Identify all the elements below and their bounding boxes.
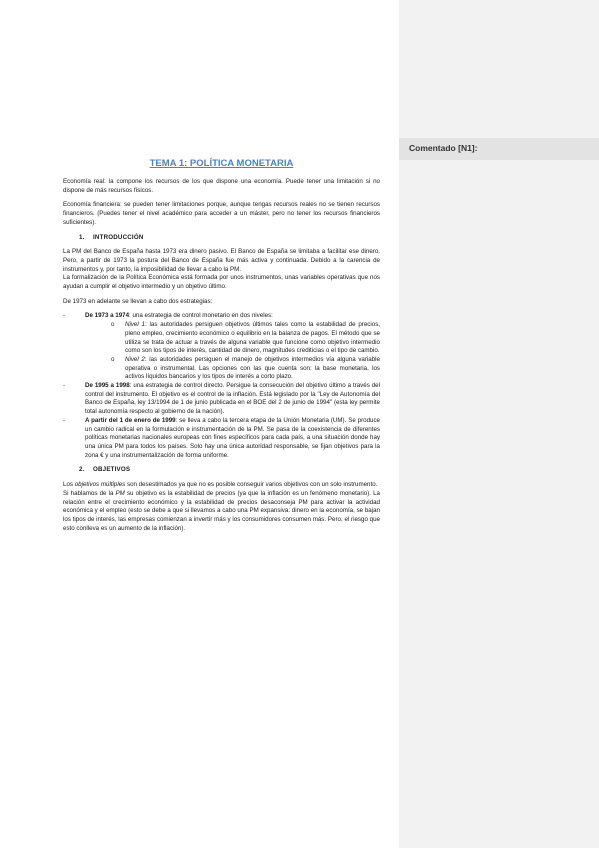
section-label: INTRODUCCIÓN [93, 233, 144, 241]
comments-pane [399, 0, 599, 848]
paragraph-text: su objetivo es la estabilidad de precios (ya que la inflación es un fenómeno monetario). La relación entre el crecimiento económico y la estabilidad de precios desaconseja PM para activar la actividad económica y el empleo (esto se debe a que si llevamos a cabo una PM expansiva: dinero en la economía, se bajan los tipos de interés, las empresas comienzan a invertir más y los consumidores consumen más. Pero, el riesgo que esto conlleva es un aumento de la inflación). [63, 489, 380, 532]
paragraph-estrategias-intro: De 1973 en adelante se llevan a cabo dos estrategias: [63, 297, 213, 305]
section-label: OBJETIVOS [93, 466, 131, 474]
list-item-text: : una estrategia de control directo. Persigue la consecución del objetivo último a través del control del instrumento. El objetivo es el control de la inflación. Está legislado por la "Ley de Autonomía del Banco de España, ley 13/1994 de 1 de junio publicada en el BOE del 2 de junio de 1994" (esta ley permite total autonomía respecto al gobierno de la nación). [85, 382, 380, 416]
section-number: 2. [79, 466, 85, 474]
paragraph-pm-banco: La PM del Banco de España hasta 1973 era dinero pasivo. El Banco de España se limitaba a facilitar ese dinero. Pero, a partir de 1973 la postura del Banco de España fue más activa y continuada. Debido a la carencia de instrumentos y, por tanto, la imposibilidad de llevar a cabo la PM. [63, 248, 380, 273]
bullet-dash: - [63, 382, 66, 390]
bullet-dash: - [63, 416, 66, 424]
paragraph-text: : la compone los recursos de los que dispone una economía. Puede tener una limitación si no dispone de más recursos físicos. [63, 178, 380, 194]
bullet-circle: o [111, 355, 115, 363]
paragraph-pm-objetivo [63, 490, 380, 534]
bullet-dash: - [63, 312, 66, 320]
sub-list-item [85, 356, 380, 382]
list-item-text: : se lleva a cabo la tercera etapa de la Unión Monetaria (UM). Se produce un cambio radical en la formulación e instrumentación de la PM. Se pasa de la coexistencia de diferentes políticas monetarias nacionales europeas con fines específicos para cada país, a una situación donde hay una única PM para todos los países. Solo hay una única autoridad responsable, se fijan objetivos para la zona € y una instrumentalización de forma uniforme. [85, 416, 380, 459]
section-heading-objetivos [63, 466, 380, 475]
sub-item-lead: Nivel 1 [125, 321, 145, 329]
sub-list-item [85, 321, 380, 356]
list-item [63, 312, 380, 382]
list-item [63, 382, 380, 417]
paragraph-text: Los [63, 481, 75, 489]
sub-list [85, 321, 380, 382]
term-economia-real: Economía real [63, 178, 105, 185]
document-title: TEMA 1: POLÍTICA MONETARIA [149, 158, 294, 169]
paragraph-text: son desestimados ya que no es posible conseguir varios objetivos con un solo instrumento. [125, 481, 378, 489]
paragraph-formalizacion: La formalización de la Política Económica está formada por unos instrumentos, unas variables operativas que nos ayudan a cumplir el objetivo intermedio y un objetivo último. [63, 274, 380, 291]
list-item [63, 417, 380, 461]
paragraph-economia-real [63, 178, 380, 195]
list-item-text: : una estrategia de control monetario en dos niveles: [129, 312, 273, 320]
document-page [63, 150, 380, 539]
paragraph-objetivos-multiples [63, 481, 380, 490]
sub-item-text: : las autoridades persiguen objetivos últimos tales como la estabilidad de precios, pleno empleo, crecimiento económico o equilibrio en la balanza de pagos. El método que se utiliza se trata de actuar a través de alguna variable que funcione como objetivo intermedio como son los tipos de interés, cantidad de dinero, magnitudes crediticias o el tipo de cambio. [125, 321, 381, 355]
term-economia-financiera: Economía financiera [63, 201, 120, 209]
term-objetivos-multiples: objetivos múltiples [74, 481, 126, 489]
term-pm: PM [115, 489, 125, 497]
strategies-list [63, 312, 380, 460]
sub-item-text: : las autoridades persiguen el manejo de objetivos intermedios vía alguna variable operativa o instrumental. Las opciones con las que cuenta son: la base monetaria, los activos líquidos bancarios y los tipos de interés a corto plazo. [125, 355, 380, 381]
section-number: 1. [79, 233, 85, 241]
paragraph-economia-financiera [63, 201, 380, 227]
paragraph-text: : se pueden tener limitaciones porque, aunque tengas recursos reales no se tienen recursos financieros. (Puedes tener el nivel académico para acceder a un máster, pero no tener los recursos financieros suficientes). [63, 201, 380, 226]
list-item-lead: De 1973 a 1974 [85, 312, 130, 320]
comment-header-label: Comentado [N1]: [409, 143, 478, 153]
list-item-lead: A partir del 1 de enero de 1999 [85, 416, 176, 424]
sub-item-lead: Nivel 2 [125, 355, 145, 363]
bullet-circle: o [111, 321, 115, 329]
section-heading-introduccion [63, 234, 380, 243]
comment-header[interactable] [399, 138, 599, 160]
list-item-lead: De 1995 a 1998 [85, 382, 130, 390]
paragraph-text: Si hablamos de la [63, 489, 116, 497]
